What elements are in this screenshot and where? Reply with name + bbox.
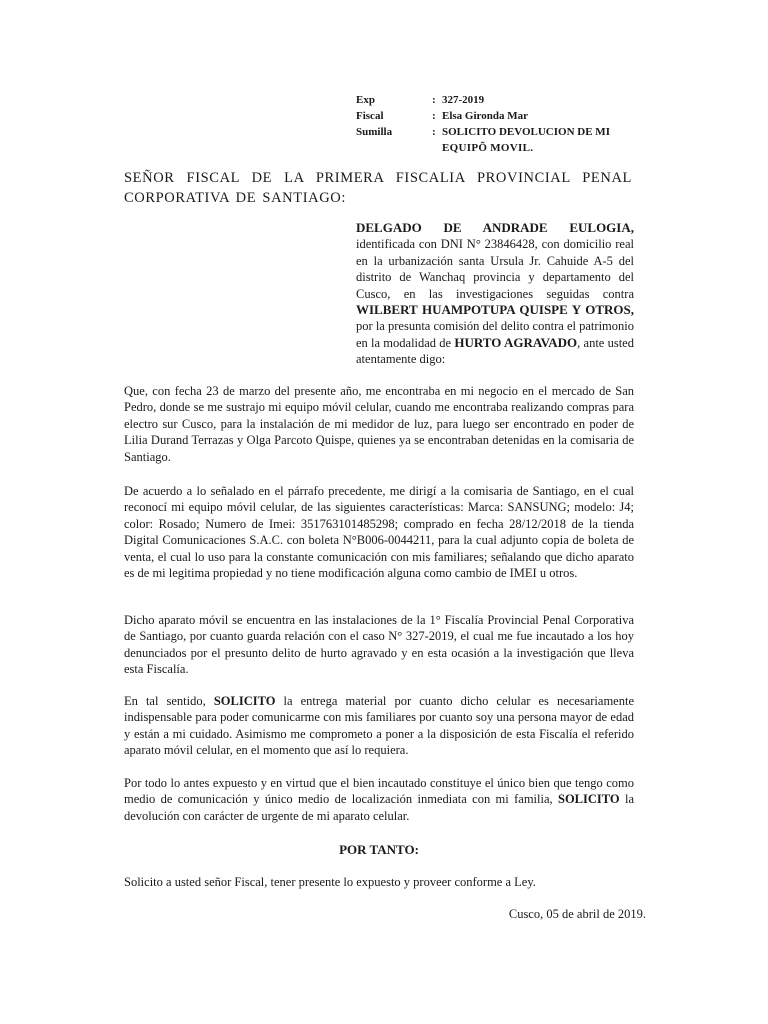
paragraph-facts: Que, con fecha 23 de marzo del presente año, me encontraba en mi negocio en el mercado de San Pedro, donde se me sustrajo mi equipo móvil celular, cuando me encontraba realizando compras para electro sur Cusco, para la instalación de mi medidor de luz, para luego ser encontrado en poder de Lilia Durand Terrazas y Olga Parcoto Quispe, quienes ya se encontraban detenidas en la comisaria de Santiago. xyxy=(124,384,634,464)
fiscal-row xyxy=(356,108,676,124)
fiscal-label: Fiscal xyxy=(356,110,384,122)
petitioner-name: DELGADO DE ANDRADE EULOGIA, xyxy=(356,220,634,235)
por-tanto-heading: POR TANTO: xyxy=(339,842,419,857)
exp-row xyxy=(356,92,676,108)
paragraph-request xyxy=(124,693,634,759)
p4-solicito: SOLICITO xyxy=(213,694,276,708)
crime-name: HURTO AGRAVADO xyxy=(454,334,578,350)
addressee-line1: SEÑOR FISCAL DE LA PRIMERA FISCALIA PROVINCIAL PENAL xyxy=(124,170,632,186)
date-line: Cusco, 05 de abril de 2019. xyxy=(508,907,646,921)
intro-text3: , ante usted atentamente digo: xyxy=(356,335,634,367)
p5-solicito: SOLICITO xyxy=(558,792,620,807)
sumilla-colon: : xyxy=(432,126,436,138)
paragraph-conclusion xyxy=(124,775,634,824)
intro-text2: por la presunta comisión del delito contra el patrimonio en la modalidad de xyxy=(356,319,634,350)
exp-colon: : xyxy=(432,94,436,106)
sumilla-value-line2: EQUIPÕ MOVIL. xyxy=(442,142,534,154)
case-header xyxy=(356,92,676,156)
p4-text-b: la entrega material por cuanto dicho celular es necesariamente indispensable para poder comunicarme con mis familiares por cuanto soy una persona mayor de edad y están a mi cuidado. Asimismo me comprometo a poner a la disposición de esta Fiscalía el referido aparato móvil celular, en el momento que así lo requiera. xyxy=(124,694,634,758)
petitioner-intro xyxy=(356,220,634,368)
fiscal-value: Elsa Gironda Mar xyxy=(442,110,528,122)
sumilla-label: Sumilla xyxy=(356,126,393,138)
p5-text-a: Por todo lo antes expuesto y en virtud que el bien incautado constituye el único bien que tengo como medio de comunicación y único medio de localización inmediata con mi familia, xyxy=(124,776,634,807)
sumilla-row xyxy=(356,124,676,140)
fiscal-colon: : xyxy=(432,110,436,122)
paragraph-device-details: De acuerdo a lo señalado en el párrafo precedente, me dirigí a la comisaria de Santiago, en el cual reconocí mi equipo móvil celular, de las siguientes características: Marca: SANSUNG; modelo: J4; color: Rosado; Numero de Imei: 351763101485298; comprado en fecha 28/12/2018 de la tienda Digital Comunicaciones S.A.C. con boleta N°B006-0044211, para la cual adjunto copia de boleta de venta, el cual lo uso para la constante comunicación con mis familiares; señalando que dicho aparato es de mi legitima propiedad y no tiene modificación alguna como cambio de IMEI u otros. xyxy=(124,484,634,581)
addressee xyxy=(124,168,632,208)
closing-request: Solicito a usted señor Fiscal, tener presente lo expuesto y proveer conforme a Ley. xyxy=(124,875,536,889)
p4-text-a: En tal sentido, xyxy=(124,694,214,708)
addressee-line2: CORPORATIVA DE SANTIAGO: xyxy=(124,190,346,206)
defendants-names: WILBERT HUAMPOTUPA QUISPE Y OTROS, xyxy=(356,302,634,318)
intro-text1: identificada con DNI N° 23846428, con domicilio real en la urbanización santa Ursula Jr. Cahuide A-5 del distrito de Wanchaq provincia y departamento del Cusco, en las investigaciones seguidas contra xyxy=(356,237,634,301)
p5-text-b: la devolución con carácter de urgente de mi aparato celular. xyxy=(124,792,634,823)
exp-value: 327-2019 xyxy=(442,94,485,106)
paragraph-device-location: Dicho aparato móvil se encuentra en las instalaciones de la 1° Fiscalía Provincial Penal Corporativa de Santiago, por cuanto guarda relación con el caso N° 327-2019, el cual me fue incautado a los hoy denunciados por el presunto delito de hurto agravado y en esta ocasión a la investigación que lleva esta Fiscalía. xyxy=(124,613,634,677)
sumilla-value-line1: SOLICITO DEVOLUCION DE MI xyxy=(442,126,610,138)
exp-label: Exp xyxy=(356,94,375,106)
